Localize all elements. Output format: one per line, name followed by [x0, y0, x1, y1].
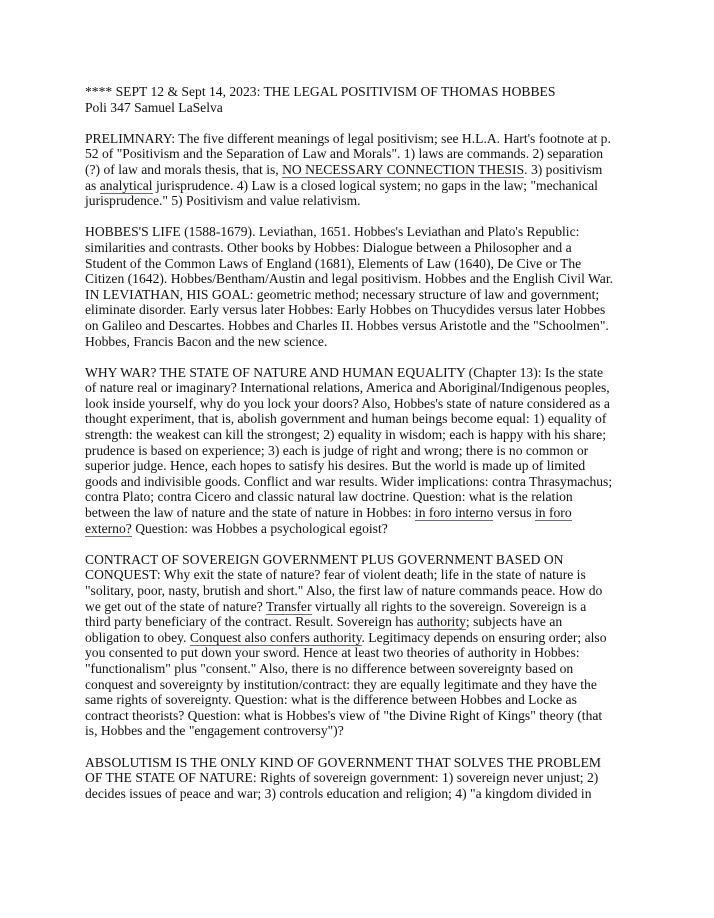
underlined-phrase: Conquest also confers authority	[189, 629, 362, 645]
text-line: OF THE STATE OF NATURE: Rights of sovereign government: 1) sovereign never unjust; 2)	[85, 770, 599, 786]
text-line: WHY WAR? THE STATE OF NATURE AND HUMAN EQUALITY (Chapter 13): Is the state	[85, 364, 604, 380]
text-segment: as	[85, 177, 100, 193]
text-line: conquest and sovereignty by institution/contract: they are equally legitimate and they have the	[85, 676, 597, 692]
text-segment: jurisprudence. 4) Law is a closed logical system; no gaps in the law; "mechanical	[152, 177, 598, 193]
text-segment: Question: was Hobbes a psychological egoist?	[131, 520, 388, 536]
text-line	[85, 614, 645, 630]
text-line: decides issues of peace and war; 3) controls education and religion; 4) "a kingdom divided in	[85, 785, 592, 801]
text-segment: versus	[493, 505, 535, 521]
underlined-phrase: analytical	[99, 177, 153, 193]
text-line	[85, 521, 645, 537]
text-segment: obligation to obey.	[85, 629, 190, 645]
underlined-phrase: in foro	[535, 505, 572, 521]
text-line: superior judge. Hence, each hopes to satisfy his desires. But the world is made up of limited	[85, 458, 586, 474]
text-line: same rights of sovereignty. Question: what is the difference between Hobbes and Locke as	[85, 692, 577, 708]
paragraph-gap	[85, 349, 645, 365]
text-line: HOBBES'S LIFE (1588-1679). Leviathan, 1651. Hobbes's Leviathan and Plato's Republic:	[85, 224, 580, 240]
text-line	[85, 630, 645, 646]
text-line: CONTRACT OF SOVEREIGN GOVERNMENT PLUS GOVERNMENT BASED ON	[85, 551, 564, 567]
text-segment: between the law of nature and the state of nature in Hobbes:	[85, 505, 415, 521]
text-line: Hobbes, Francis Bacon and the new science.	[85, 333, 328, 349]
underlined-phrase: in foro interno	[414, 505, 494, 521]
text-line: jurisprudence." 5) Positivism and value relativism.	[85, 193, 361, 209]
text-line: similarities and contrasts. Other books by Hobbes: Dialogue between a Philosopher and a	[85, 239, 572, 255]
text-segment: ; subjects have an	[465, 614, 563, 630]
text-line	[85, 162, 645, 178]
text-line: "solitary, poor, nasty, brutish and short." Also, the first law of nature commands peace. How do	[85, 583, 603, 598]
war-paragraph	[85, 365, 645, 537]
text-line: 52 of "Positivism and the Separation of Law and Morals". 1) laws are commands. 2) separation	[85, 146, 604, 162]
preliminary-paragraph	[85, 131, 645, 209]
text-line: goods and indivisible goods. Conflict and war results. Wider implications: contra Thrasymachus;	[85, 473, 613, 489]
underlined-phrase: NO NECESSARY CONNECTION THESIS	[282, 161, 525, 177]
text-line	[85, 599, 645, 615]
text-line: is, Hobbes and the "engagement controversy")?	[85, 723, 344, 739]
text-line: Citizen (1642). Hobbes/Bentham/Austin and legal positivism. Hobbes and the English Civil War.	[85, 271, 613, 287]
text-line: contra Plato; contra Cicero and classic natural law doctrine. Question: what is the relation	[85, 489, 573, 505]
absolutism-paragraph	[85, 755, 645, 802]
text-line: contract theorists? Question: what is Hobbes's view of "the Divine Right of Kings" theory (that	[85, 707, 603, 723]
paragraph-gap	[85, 739, 645, 755]
text-segment: virtually all rights to the sovereign. Sovereign is a	[311, 598, 587, 614]
text-line: on Galileo and Descartes. Hobbes and Charles II. Hobbes versus Aristotle and the "Schoolmen".	[85, 317, 609, 333]
text-line: prudence is based on experience; 3) each is judge of right and wrong; there is no common or	[85, 442, 589, 458]
life-paragraph	[85, 224, 645, 349]
underlined-phrase: externo?	[85, 520, 132, 536]
text-line: thought experiment, that is, abolish government and human beings become equal: 1) equality of	[85, 411, 607, 427]
text-segment: (?) of law and morals thesis, that is,	[85, 161, 283, 177]
paragraph-gap	[85, 536, 645, 552]
underlined-phrase: authority	[416, 614, 466, 630]
text-line	[85, 178, 645, 194]
header-course-line: Poli 347 Samuel LaSelva	[85, 99, 223, 115]
text-line: "functionalism" plus "consent." Also, there is no difference between sovereignty based on	[85, 660, 574, 676]
underlined-phrase: Transfer	[265, 598, 312, 614]
text-segment: . 3) positivism	[524, 161, 603, 177]
text-line: CONQUEST: Why exit the state of nature? fear of violent death; life in the state of nature is	[85, 567, 586, 583]
text-line: strength: the weakest can kill the strongest; 2) equality in wisdom; each is happy with his share;	[85, 427, 606, 443]
text-line: of nature real or imaginary? International relations, America and Aboriginal/Indigenous peoples,	[85, 380, 610, 396]
document-page	[85, 84, 645, 801]
text-line: PRELIMNARY: The five different meanings of legal positivism; see H.L.A. Hart's footnote at p.	[85, 130, 611, 146]
text-line: Student of the Common Laws of England (1681), Elements of Law (1640), De Cive or The	[85, 255, 582, 271]
text-line: eliminate disorder. Early versus later Hobbes: Early Hobbes on Thucydides versus later Hobbes	[85, 302, 606, 318]
header-title-line: **** SEPT 12 & Sept 14, 2023: THE LEGAL POSITIVISM OF THOMAS HOBBES	[85, 84, 556, 99]
text-line: look inside yourself, why do you lock your doors? Also, Hobbes's state of nature considered as a	[85, 395, 610, 411]
text-segment: . Legitimacy depends on ensuring order; also	[361, 629, 607, 645]
text-line: ABSOLUTISM IS THE ONLY KIND OF GOVERNMENT THAT SOLVES THE PROBLEM	[85, 754, 601, 770]
text-segment: third party beneficiary of the contract. Result. Sovereign has	[85, 614, 417, 630]
text-line: IN LEVIATHAN, HIS GOAL: geometric method; necessary structure of law and government;	[85, 286, 600, 302]
text-line	[85, 505, 645, 521]
text-line: you consented to put down your sword. Hence at least two theories of authority in Hobbes:	[85, 645, 580, 661]
contract-paragraph	[85, 552, 645, 739]
text-segment: we get out of the state of nature?	[85, 598, 266, 614]
paragraph-gap	[85, 209, 645, 225]
paragraph-gap	[85, 115, 645, 131]
